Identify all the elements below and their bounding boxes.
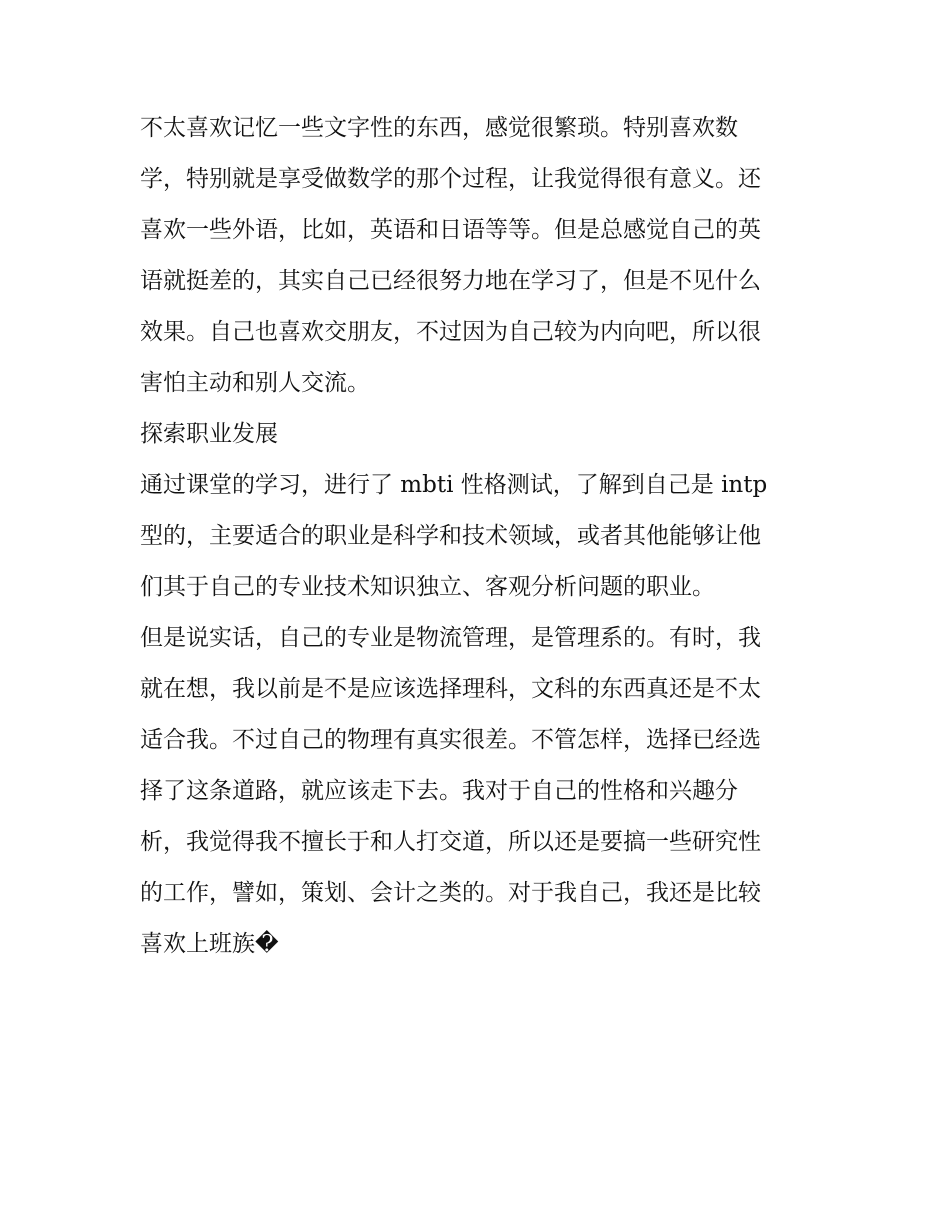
text-line: 通过课堂的学习，进行了 mbti 性格测试，了解到自己是 intp xyxy=(140,472,768,498)
text-line: 害怕主动和别人交流。 xyxy=(140,370,370,396)
text-line: 效果。自己也喜欢交朋友，不过因为自己较为内向吧，所以很 xyxy=(140,319,761,345)
document-body xyxy=(140,103,820,970)
text-line: 的工作，譬如，策划、会计之类的。对于我自己，我还是比较 xyxy=(140,880,761,906)
text-line: 们其于自己的专业技术知识独立、客观分析问题的职业。 xyxy=(140,574,715,600)
section-heading: 探索职业发展 xyxy=(140,421,278,447)
text-line: 但是说实话，自己的专业是物流管理，是管理系的。有时，我 xyxy=(140,625,761,651)
text-line: 不太喜欢记忆一些文字性的东西，感觉很繁琐。特别喜欢数 xyxy=(140,115,738,141)
text-line: 就在想，我以前是不是应该选择理科，文科的东西真还是不太 xyxy=(140,676,761,702)
text-line: 学，特别就是享受做数学的那个过程，让我觉得很有意义。还 xyxy=(140,166,761,192)
text-line: 择了这条道路，就应该走下去。我对于自己的性格和兴趣分 xyxy=(140,778,738,804)
text-line: 喜欢上班族� xyxy=(140,931,279,957)
text-line: 型的，主要适合的职业是科学和技术领域，或者其他能够让他 xyxy=(140,523,761,549)
text-line: 语就挺差的，其实自己已经很努力地在学习了，但是不见什么 xyxy=(140,268,761,294)
text-line: 析，我觉得我不擅长于和人打交道，所以还是要搞一些研究性 xyxy=(140,829,761,855)
text-line: 适合我。不过自己的物理有真实很差。不管怎样，选择已经选 xyxy=(140,727,761,753)
text-line: 喜欢一些外语，比如，英语和日语等等。但是总感觉自己的英 xyxy=(140,217,761,243)
